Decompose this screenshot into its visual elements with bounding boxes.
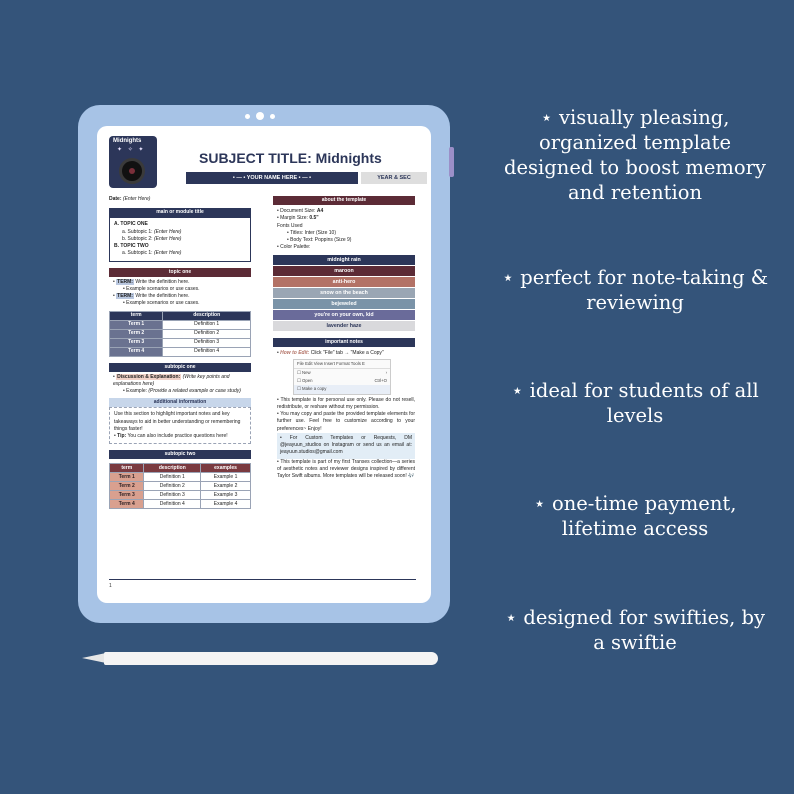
example-line: • Example scenarios or use cases. [123, 285, 200, 292]
definition-line: • TERM: Write the definition here. [113, 293, 190, 299]
note-collection: • This template is part of my first Transes collection—a series of aesthetic notes and reviewer designs inspired by different Taylor Swift albums. More templates will be released soon! 🎶 [277, 458, 415, 480]
feature-item: ⋆ ideal for students of all levels [511, 379, 759, 427]
template-preview [97, 126, 431, 603]
table-header: examples [201, 464, 251, 473]
table-header: term [110, 464, 144, 473]
how-to-edit-line: • How to Edit: Click "File" tab → "Make a Copy" [277, 349, 384, 356]
additional-info-box [109, 407, 251, 444]
additional-info-text: Use this section to highlight important notes and key takeaways to aid in better understanding or remembering things faster! [114, 411, 241, 432]
year-section-field: YEAR & SEC [361, 172, 427, 184]
record-label: Midnights [113, 138, 142, 144]
menu-tabs: File Edit View Insert Format Tools E [294, 360, 390, 369]
menu-item-make-a-copy: ☐ Make a copy [294, 385, 390, 393]
palette-swatch-anti-hero: anti-hero [273, 277, 415, 288]
feature-item: ⋆ visually pleasing, organized template designed to boost memory and retention [504, 106, 766, 204]
note-copy: • You may copy and paste the provided template elements for further use. Feel free to customize according to your preferences~ Enjoy! [277, 411, 415, 432]
table-row: Term 2 Definition 2 [110, 329, 251, 338]
discussion-line: • Discussion & Explanation: (Write key points and explanations here) [113, 373, 230, 387]
left-column [109, 196, 251, 509]
example-line: • Example: (Provide a related example or case study) [123, 388, 241, 394]
date-value: (Enter Here) [122, 196, 151, 202]
font-titles-line: • Titles: Inter (Size 10) [287, 229, 337, 236]
file-menu-preview [293, 359, 391, 395]
subtopic-one-body [109, 372, 251, 399]
topic-one-heading: topic one [109, 268, 251, 277]
record-player-icon: Midnights ✦ ✧ ✦ [109, 136, 157, 188]
definition-line: • TERM: Write the definition here. [113, 278, 190, 285]
page-title: SUBJECT TITLE: Midnights [199, 150, 382, 166]
palette-swatch-midnight-rain: midnight rain [273, 255, 415, 266]
right-column [273, 196, 415, 480]
main-module-heading: main or module title [109, 208, 251, 217]
margin-size-line: • Margin Size: 0.5" [277, 215, 319, 222]
table-row: Term 3 Definition 3 [110, 338, 251, 347]
topic-one-table [109, 311, 251, 357]
name-field: • — • YOUR NAME HERE • — • [186, 172, 358, 184]
camera-icon [230, 111, 290, 121]
page-number: 1 [109, 583, 112, 589]
feature-item: ⋆ perfect for note-taking & reviewing [501, 266, 769, 314]
tablet-device [78, 105, 450, 623]
additional-info-heading: additional information [109, 398, 251, 407]
palette-label: • Color Palette: [277, 244, 311, 251]
main-module-outline [109, 217, 251, 261]
table-header: description [144, 464, 201, 473]
fonts-line: Fonts Used [277, 222, 303, 229]
palette-swatch-maroon: maroon [273, 266, 415, 277]
outline-subtopic: a. Subtopic 1: (Enter Here) [122, 228, 182, 235]
topic-one-body [109, 277, 251, 311]
color-palette [273, 255, 415, 332]
table-row: Term 1 Definition 1 Example 1 [110, 473, 251, 482]
font-body-line: • Body Text: Poppins (Size 9) [287, 237, 352, 243]
table-row: Term 2 Definition 2 Example 2 [110, 482, 251, 491]
doc-size-line: • Document Size: A4 [277, 208, 324, 214]
outline-topic-two: B. TOPIC TWO [114, 243, 149, 249]
menu-item-open: ☐ Open Ctrl+O [297, 378, 387, 384]
subtopic-two-heading: subtopic two [109, 450, 251, 459]
palette-swatch-lavender-haze: lavender haze [273, 321, 415, 332]
palette-swatch-bejeweled: bejeweled [273, 299, 415, 310]
outline-subtopic: a. Subtopic 1: (Enter Here) [122, 250, 182, 257]
note-custom-requests: • For Custom Templates or Requests, DM @jeayuun_studios on Instagram or send us an email at: jeayuun.studios@gmail.com [277, 433, 415, 459]
tip-line: • Tip: You can also include practice questions here! [114, 433, 228, 439]
subtopic-one-heading: subtopic one [109, 363, 251, 372]
notes-heading: important notes [273, 338, 415, 347]
document-header [109, 136, 416, 188]
palette-swatch-snow-on-the-beach: snow on the beach [273, 288, 415, 299]
table-header: description [163, 311, 251, 320]
table-row: Term 1 Definition 1 [110, 320, 251, 329]
palette-swatch-youre-on-your-own-kid: you're on your own, kid [273, 310, 415, 321]
notes-body [273, 347, 415, 481]
table-row: Term 3 Definition 3 Example 3 [110, 491, 251, 500]
date-label: Date: [109, 196, 122, 202]
table-row: Term 4 Definition 4 Example 4 [110, 500, 251, 509]
about-heading: about the template [273, 196, 415, 205]
feature-item: ⋆ one-time payment, lifetime access [533, 492, 737, 540]
feature-item: ⋆ designed for swifties, by a swiftie [504, 606, 766, 654]
table-row: Term 4 Definition 4 [110, 347, 251, 356]
date-line [109, 196, 251, 203]
about-body [273, 205, 415, 255]
outline-topic-one: A. TOPIC ONE [114, 221, 148, 228]
tablet-side-button [449, 147, 454, 177]
outline-subtopic: b. Subtopic 2: (Enter Here) [122, 235, 182, 242]
menu-item-new: ☐ New › [297, 369, 387, 375]
subtopic-two-table [109, 463, 251, 509]
note-personal-use: • This template is for personal use only. Please do not resell, redistribute, or reshare without my permission. [277, 396, 415, 410]
table-header: term [110, 311, 163, 320]
footer-divider [109, 579, 416, 580]
stylus-pencil [82, 652, 438, 665]
example-line: • Example scenarios or use cases. [123, 300, 200, 307]
